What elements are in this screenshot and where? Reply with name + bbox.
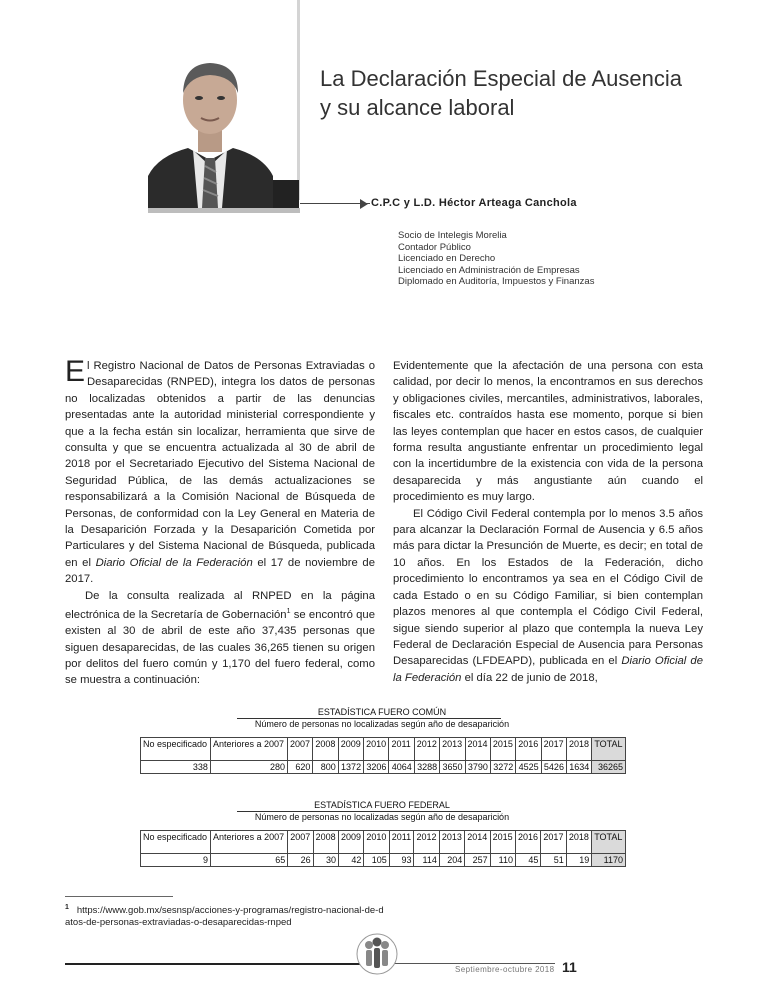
header-cell-total: TOTAL xyxy=(592,831,626,854)
footer-rule-thin xyxy=(395,963,555,964)
value-cell: 338 xyxy=(141,761,211,774)
value-cell: 5426 xyxy=(541,761,566,774)
value-cell: 1634 xyxy=(566,761,591,774)
header-cell: 2014 xyxy=(465,831,490,854)
header-cell: 2018 xyxy=(566,831,591,854)
table-row xyxy=(141,761,626,774)
footnote xyxy=(65,902,385,929)
decorative-dark-block xyxy=(273,180,299,208)
author-credentials xyxy=(398,230,594,288)
value-cell: 3206 xyxy=(364,761,389,774)
header-cell: 2015 xyxy=(490,831,515,854)
paragraph xyxy=(65,588,375,689)
author-name: C.P.C y L.D. Héctor Arteaga Canchola xyxy=(371,197,577,209)
credential-line: Licenciado en Derecho xyxy=(398,253,496,265)
table-comun-title: ESTADÍSTICA FUERO COMÚN xyxy=(317,707,447,717)
header-cell: No especificado xyxy=(141,831,211,854)
header-cell: 2013 xyxy=(439,831,464,854)
table-federal-subtitle: Número de personas no localizadas según año de desaparición xyxy=(254,812,510,822)
value-cell: 1372 xyxy=(338,761,363,774)
value-cell: 9 xyxy=(141,854,211,867)
value-cell: 204 xyxy=(439,854,464,867)
header-cell: 2011 xyxy=(389,738,414,761)
value-cell: 105 xyxy=(364,854,389,867)
paragraph-text: Evidentemente que la afectación de una persona con esta calidad, por decir lo menos, la encontramos en sus derechos y obligaciones civiles, mercantiles, administrativos, laborales, fiscales etc. contraídos hasta ese momento, porque si bien las leyes contemplan que hacer en estos casos, de cualquier forma resulta angustiante enfrentar un procedimiento legal con la incertidumbre de la existencia con vida de la persona desaparecida y más angustiante aún cuando el procedimiento es muy largo. xyxy=(393,360,703,504)
paragraph-text: El Código Civil Federal contempla por lo menos 3.5 años para alcanzar la Declaración Formal de Ausencia y 6.5 años más para dictar la Presunción de Muerte, es decir; en total de 10 años. En los Estados de la Federación, dicho procedimiento lo encontramos ya sea en el Código Civil de cada Estado o en su Código Familiar, si bien contemplan plazos menores al que contempla el Código Civil Federal, sigue siendo superior al plazo que contempla la nueva Ley Federal de Declaración Especial de Ausencia para Personas Desaparecidas (LFDEAPD), publicada en el xyxy=(393,507,703,668)
footnote-mark: 1 xyxy=(65,904,69,911)
header-cell-total: TOTAL xyxy=(592,738,626,761)
header-cell: 2007 xyxy=(288,831,313,854)
value-cell-total: 36265 xyxy=(592,761,626,774)
value-cell: 93 xyxy=(389,854,414,867)
page-number: 11 xyxy=(562,959,577,975)
triangle-right-icon xyxy=(360,199,368,209)
value-cell: 65 xyxy=(211,854,288,867)
header-cell: 2015 xyxy=(490,738,515,761)
decorative-vertical-rule xyxy=(297,0,300,200)
header-cell: 2011 xyxy=(389,831,414,854)
header-cell: 2012 xyxy=(414,738,439,761)
header-cell: 2008 xyxy=(313,738,338,761)
header-cell: 2008 xyxy=(313,831,338,854)
value-cell: 4525 xyxy=(516,761,541,774)
paragraph-text: el día 22 de junio de 2018, xyxy=(461,671,598,684)
table-fuero-comun xyxy=(140,737,626,774)
value-cell: 3790 xyxy=(465,761,490,774)
header-cell: 2016 xyxy=(516,831,541,854)
italic-text: Diario Oficial de la Federación xyxy=(393,655,703,684)
header-cell: 2009 xyxy=(338,831,363,854)
value-cell: 3288 xyxy=(414,761,439,774)
table-header-row xyxy=(141,831,626,854)
header-cell: 2007 xyxy=(288,738,313,761)
value-cell-total: 1170 xyxy=(592,854,626,867)
header-cell: No especificado xyxy=(141,738,211,761)
table-fuero-federal xyxy=(140,830,626,867)
author-photo xyxy=(148,48,273,208)
value-cell: 257 xyxy=(465,854,490,867)
value-cell: 110 xyxy=(490,854,515,867)
credential-line: Licenciado en Administración de Empresas xyxy=(398,264,580,276)
value-cell: 42 xyxy=(338,854,363,867)
paragraph xyxy=(393,506,703,686)
body-column-right xyxy=(393,358,703,686)
paragraph-text: De la consulta realizada al RNPED en la página electrónica de la Secretaría de Gobernación xyxy=(65,589,375,621)
credential-line: Diplomado en Auditoría, Impuestos y Finanzas xyxy=(398,276,595,288)
paragraph-text: se encontró que existen al 30 de abril de este año 37,435 personas que siguen desaparecidas, de las cuales 36,265 tienen su origen por delitos del fuero común y 1,170 del fuero federal, como se muestra a continuación: xyxy=(65,608,375,687)
article-title xyxy=(320,64,720,122)
header-cell: 2017 xyxy=(541,738,566,761)
paragraph-text: el 17 de noviembre de 2017. xyxy=(65,556,375,586)
header-cell: 2018 xyxy=(566,738,591,761)
footnote-rule xyxy=(65,896,173,897)
value-cell: 280 xyxy=(210,761,287,774)
table-federal-title: ESTADÍSTICA FUERO FEDERAL xyxy=(314,800,450,810)
body-column-left xyxy=(65,355,375,689)
value-cell: 3272 xyxy=(490,761,515,774)
header-cell: Anteriores a 2007 xyxy=(210,738,287,761)
issue-label: Septiembre-octubre 2018 xyxy=(455,965,555,974)
value-cell: 800 xyxy=(313,761,338,774)
table-comun-subtitle: Número de personas no localizadas según año de desaparición xyxy=(254,719,510,729)
drop-cap: E xyxy=(65,355,86,388)
footnote-link[interactable]: https://www.gob.mx/sesnsp/acciones-y-programas/registro-nacional-de-datos-de-personas-extraviadas-o-desaparecidas-rnped xyxy=(65,905,384,929)
decorative-gray-bar xyxy=(148,208,300,213)
header-cell: 2009 xyxy=(338,738,363,761)
credential-line: Contador Público xyxy=(398,241,471,253)
publisher-logo-icon xyxy=(355,932,400,977)
value-cell: 45 xyxy=(516,854,541,867)
value-cell: 26 xyxy=(288,854,313,867)
value-cell: 51 xyxy=(541,854,566,867)
paragraph xyxy=(65,355,375,588)
table-row xyxy=(141,854,626,867)
header-cell: Anteriores a 2007 xyxy=(211,831,288,854)
value-cell: 114 xyxy=(414,854,439,867)
title-line-1: La Declaración Especial de Ausencia xyxy=(320,66,683,91)
value-cell: 4064 xyxy=(389,761,414,774)
value-cell: 30 xyxy=(313,854,338,867)
header-cell: 2010 xyxy=(364,738,389,761)
header-cell: 2016 xyxy=(516,738,541,761)
header-cell: 2013 xyxy=(440,738,465,761)
header-cell: 2010 xyxy=(364,831,389,854)
paragraph-text: l Registro Nacional de Datos de Personas Extraviadas o Desaparecidas (RNPED), integra los datos de personas no localizadas obtenidos a partir de las denuncias presentadas ante la autoridad ministerial correspondiente y que a la fecha están sin localizar, herramienta que sirve de consulta y que se encuentra actualizada al 30 de abril de 2018 por el Secretariado Ejecutivo del Sistema Nacional de Seguridad Pública, de las demás actualizaciones se responsabilizará a la Comisión Nacional de Búsqueda de Personas, de conformidad con la Ley General en Materia de la Desaparición Forzada y la Desaparición Cometida por Particulares y del Sistema Nacional de Búsqueda, publicada en el xyxy=(65,360,375,569)
value-cell: 19 xyxy=(566,854,591,867)
footnote-ref[interactable]: 1 xyxy=(286,608,291,616)
table-header-row xyxy=(141,738,626,761)
value-cell: 620 xyxy=(288,761,313,774)
title-line-2: y su alcance laboral xyxy=(320,95,515,120)
credential-line: Socio de Intelegis Morelia xyxy=(398,230,507,241)
italic-text: Diario Oficial de la Federación xyxy=(95,556,253,569)
footer-rule xyxy=(65,963,365,965)
header-cell: 2012 xyxy=(414,831,439,854)
header-cell: 2017 xyxy=(541,831,566,854)
paragraph xyxy=(393,358,703,506)
value-cell: 3650 xyxy=(440,761,465,774)
header-cell: 2014 xyxy=(465,738,490,761)
